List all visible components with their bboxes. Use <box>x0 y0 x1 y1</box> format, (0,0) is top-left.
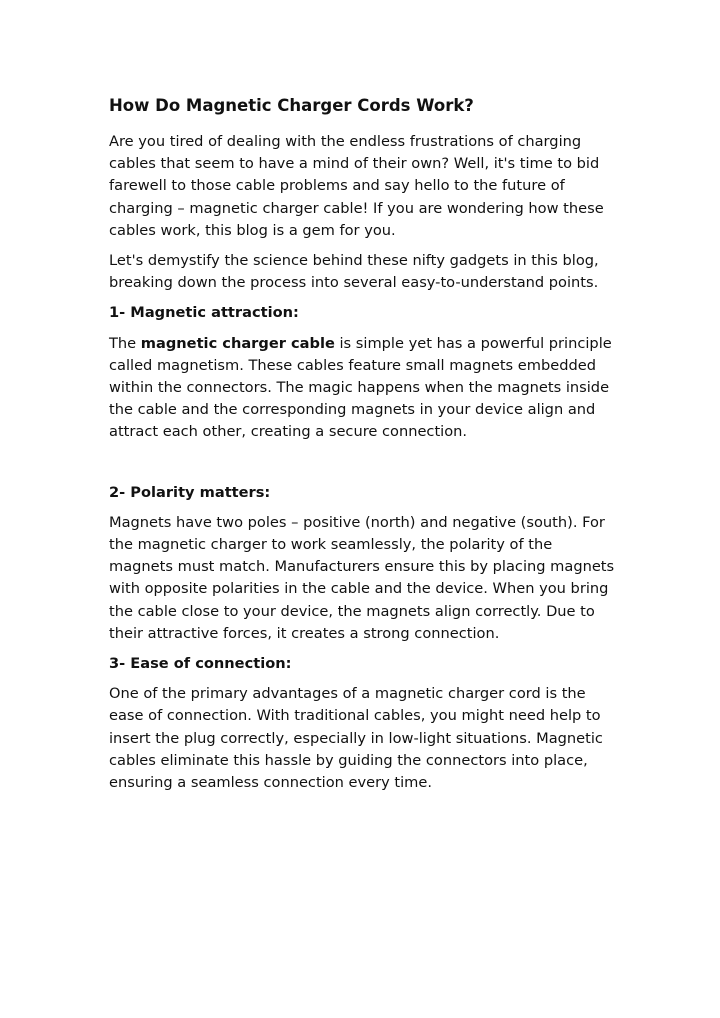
intro-paragraph: Are you tired of dealing with the endless frustrations of charging cables that seem to have a mind of their own? Well, it's time to bid farewell to those cable problems and say hello to the future of charging – magnetic charger cable! If you are wondering how these cables work, this blog is a gem for you. <box>109 133 604 239</box>
section-body-ease-of-connection: One of the primary advantages of a magnetic charger cord is the ease of connection. With traditional cables, you might need help to insert the plug correctly, especially in low-light situations. Magnetic cables eliminate this hassle by guiding the connectors into place, ensuring a seamless connection every time. <box>109 685 603 792</box>
paragraph-spacer <box>109 452 615 482</box>
keyword-magnetic-charger-cable: magnetic charger cable <box>140 334 335 352</box>
section-heading-ease-of-connection: 3- Ease of connection: <box>109 655 292 673</box>
intro-paragraph-2: Let's demystify the science behind these nifty gadgets in this blog, breaking down the process into several easy-to-understand points. <box>109 252 599 292</box>
section-heading-magnetic-attraction: 1- Magnetic attraction: <box>109 304 299 322</box>
section-body-rest: is simple yet has a powerful principle called magnetism. These cables feature small magnets embedded within the connectors. The magic happens when the magnets inside the cable and the corresponding magnets in your device align and attract each other, creating a secure connection. <box>109 334 612 441</box>
section-heading-polarity: 2- Polarity matters: <box>109 483 271 501</box>
section-body-polarity: Magnets have two poles – positive (north) and negative (south). For the magnetic charger to work seamlessly, the polarity of the magnets must match. Manufacturers ensure this by placing magnets with opposite polarities in the cable and the device. When you bring the cable close to your device, the magnets align correctly. Due to their attractive forces, it creates a strong connection. <box>109 513 615 642</box>
article-title: How Do Magnetic Charger Cords Work? <box>109 96 474 115</box>
document-page <box>109 95 615 802</box>
section-body-magnetic-attraction <box>109 333 615 444</box>
section-body-lead: The <box>109 334 141 352</box>
